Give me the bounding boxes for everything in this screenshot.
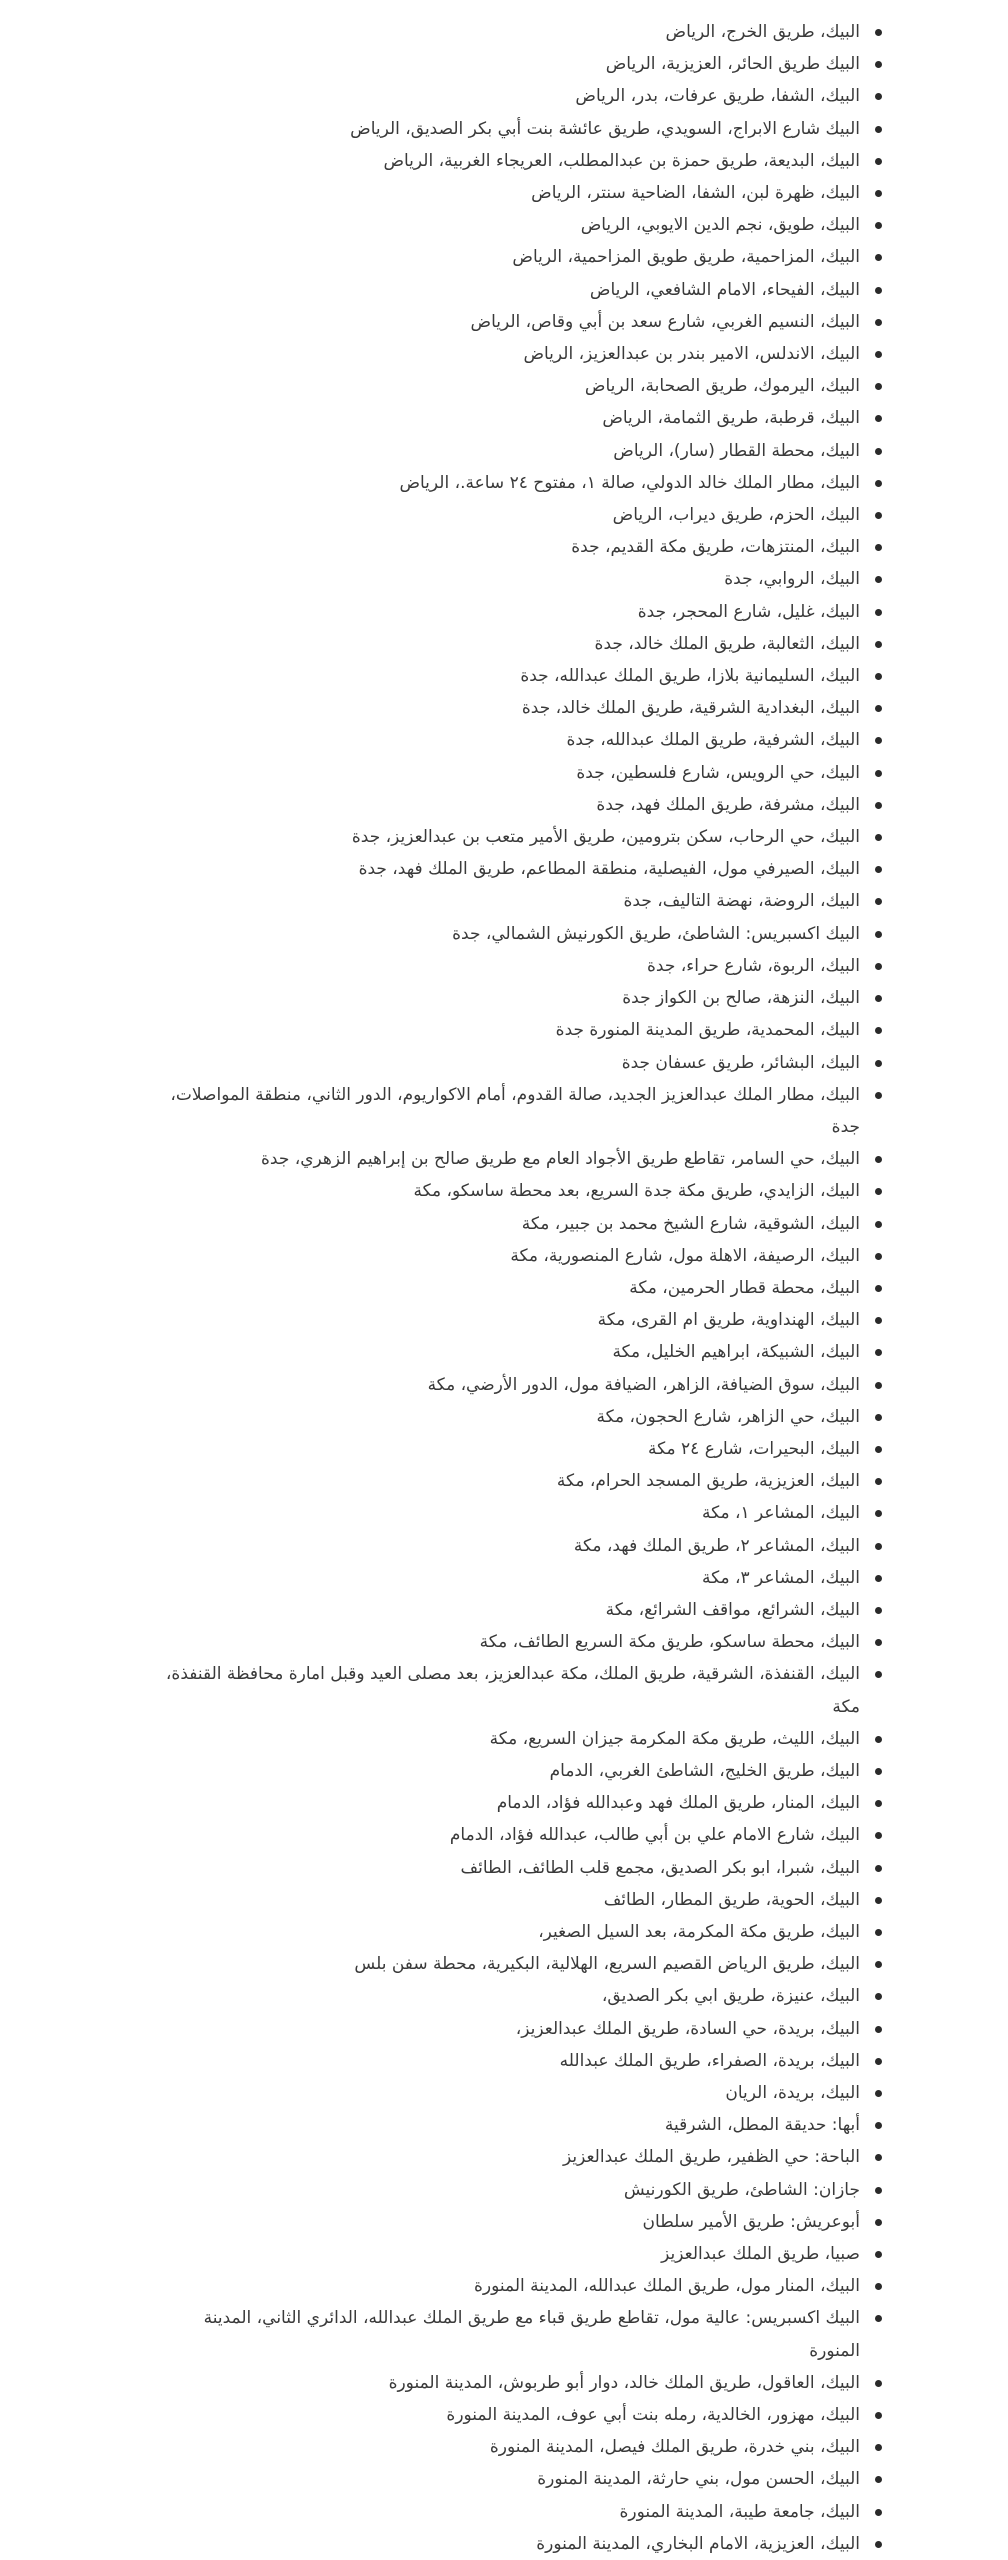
list-item bbox=[164, 1465, 860, 1497]
list-item bbox=[164, 2077, 860, 2109]
list-item bbox=[164, 1272, 860, 1304]
bullet-icon bbox=[875, 1607, 882, 1614]
list-item bbox=[164, 1014, 860, 1046]
list-item bbox=[164, 48, 860, 80]
list-item bbox=[164, 1658, 860, 1722]
branch-address: البيك، الليث، طريق مكة المكرمة جيزان السريع، مكة bbox=[489, 1728, 860, 1749]
list-item bbox=[164, 113, 860, 145]
bullet-icon bbox=[875, 2122, 882, 2129]
bullet-icon bbox=[875, 1510, 882, 1517]
list-item bbox=[164, 2270, 860, 2302]
list-item bbox=[164, 2431, 860, 2463]
list-item bbox=[164, 563, 860, 595]
list-item bbox=[164, 1143, 860, 1175]
list-item bbox=[164, 274, 860, 306]
branch-address: البيك، محطة قطار الحرمين، مكة bbox=[629, 1277, 860, 1298]
list-item bbox=[164, 338, 860, 370]
list-item bbox=[164, 1079, 860, 1143]
bullet-icon bbox=[875, 834, 882, 841]
branch-address: البيك، الحزم، طريق ديراب، الرياض bbox=[612, 505, 860, 526]
list-item bbox=[164, 177, 860, 209]
bullet-icon bbox=[875, 1253, 882, 1260]
branch-address: البيك، العاقول، طريق الملك خالد، دوار أبو طربوش، المدينة المنورة bbox=[388, 2372, 860, 2393]
branch-address: البيك، طريق الخرج، الرياض bbox=[665, 22, 860, 42]
bullet-icon bbox=[875, 2283, 882, 2290]
bullet-icon bbox=[875, 29, 882, 36]
branch-address: البيك، طريق الخليج، الشاطئ الغربي، الدمام bbox=[549, 1760, 860, 1781]
bullet-icon bbox=[875, 1092, 882, 1099]
bullet-icon bbox=[875, 576, 882, 583]
list-item bbox=[164, 1852, 860, 1884]
bullet-icon bbox=[875, 512, 882, 519]
branch-address: البيك، بريدة، الريان bbox=[725, 2083, 860, 2103]
branch-address: البيك، الشبيكة، ابراهيم الخليل، مكة bbox=[612, 1342, 860, 1363]
branch-address: البيك، مهزور، الخالدية، رمله بنت أبي عوف، المدينة المنورة bbox=[446, 2405, 860, 2426]
branch-address: البيك، ظهرة لبن، الشفا، الضاحية سنتر، الرياض bbox=[531, 183, 860, 204]
branch-address: البيك، الاندلس، الامير بندر بن عبدالعزيز، الرياض bbox=[523, 344, 860, 365]
branch-address: البيك طريق الحائر، العزيزية، الرياض bbox=[605, 54, 860, 75]
list-item bbox=[164, 660, 860, 692]
bullet-icon bbox=[875, 158, 882, 165]
bullet-icon bbox=[875, 1575, 882, 1582]
bullet-icon bbox=[875, 1639, 882, 1646]
list-item bbox=[164, 2141, 860, 2173]
bullet-icon bbox=[875, 802, 882, 809]
bullet-icon bbox=[875, 1060, 882, 1067]
list-item bbox=[164, 1175, 860, 1207]
branch-address: البيك، البغدادية الشرقية، طريق الملك خالد، جدة bbox=[521, 698, 860, 719]
bullet-icon bbox=[875, 1027, 882, 1034]
bullet-icon bbox=[875, 383, 882, 390]
bullet-icon bbox=[875, 1349, 882, 1356]
branch-address: البيك، البديعة، طريق حمزة بن عبدالمطلب، العريجاء الغربية، الرياض bbox=[383, 150, 860, 171]
bullet-icon bbox=[875, 2219, 882, 2226]
bullet-icon bbox=[875, 222, 882, 229]
branch-address: البيك، الروضة، نهضة التاليف، جدة bbox=[623, 891, 860, 912]
bullet-icon bbox=[875, 2412, 882, 2419]
bullet-icon bbox=[875, 1285, 882, 1292]
list-item bbox=[164, 2013, 860, 2045]
branch-address: البيك، السليمانية بلازا، طريق الملك عبدالله، جدة bbox=[520, 666, 860, 687]
bullet-icon bbox=[875, 1188, 882, 1195]
list-item bbox=[164, 402, 860, 434]
bullet-icon bbox=[875, 1478, 882, 1485]
list-item bbox=[164, 241, 860, 273]
list-item bbox=[164, 16, 860, 48]
list-item bbox=[164, 2302, 860, 2366]
branch-address: البيك، طريق الرياض القصيم السريع، الهلالية، البكيرية، محطة سفن بلس bbox=[354, 1954, 860, 1975]
bullet-icon bbox=[875, 1671, 882, 1678]
branch-address: البيك، قرطبة، طريق الثمامة، الرياض bbox=[602, 408, 860, 429]
branch-address: البيك، المنار مول، طريق الملك عبدالله، المدينة المنورة bbox=[473, 2276, 860, 2297]
bullet-icon bbox=[875, 1156, 882, 1163]
branch-address: البيك، الهنداوية، طريق ام القرى، مكة bbox=[597, 1310, 860, 1331]
bullet-icon bbox=[875, 1897, 882, 1904]
branch-address: البيك، الشرائع، مواقف الشرائع، مكة bbox=[605, 1599, 860, 1620]
bullet-icon bbox=[875, 1317, 882, 1324]
list-item bbox=[164, 2528, 860, 2560]
list-item bbox=[164, 1755, 860, 1787]
bullet-icon bbox=[875, 2090, 882, 2097]
list-item bbox=[164, 435, 860, 467]
branch-address: البيك، بريدة، حي السادة، طريق الملك عبدالعزيز، bbox=[515, 2018, 860, 2039]
branch-address: البيك، بني خدرة، طريق الملك فيصل، المدينة المنورة bbox=[489, 2437, 860, 2458]
list-item bbox=[164, 2367, 860, 2399]
branch-address: الباحة: حي الظفير، طريق الملك عبدالعزيز bbox=[562, 2147, 860, 2168]
bullet-icon bbox=[875, 1382, 882, 1389]
bullet-icon bbox=[875, 287, 882, 294]
list-item bbox=[164, 2238, 860, 2270]
branch-address: البيك، المزاحمية، طريق طويق المزاحمية، الرياض bbox=[512, 247, 860, 268]
bullet-icon bbox=[875, 737, 882, 744]
branch-address: جازان: الشاطئ، طريق الكورنيش bbox=[623, 2179, 860, 2200]
bullet-icon bbox=[875, 93, 882, 100]
bullet-icon bbox=[875, 1414, 882, 1421]
list-item bbox=[164, 80, 860, 112]
bullet-icon bbox=[875, 1865, 882, 1872]
list-item bbox=[164, 1240, 860, 1272]
bullet-icon bbox=[875, 641, 882, 648]
list-item bbox=[164, 1723, 860, 1755]
list-item bbox=[164, 306, 860, 338]
list-item bbox=[164, 499, 860, 531]
bullet-icon bbox=[875, 705, 882, 712]
bullet-icon bbox=[875, 673, 882, 680]
bullet-icon bbox=[875, 351, 882, 358]
branch-address: البيك، الشفا، طريق عرفات، بدر، الرياض bbox=[575, 86, 860, 107]
list-item bbox=[164, 2399, 860, 2431]
branch-address: البيك، اليرموك، طريق الصحابة، الرياض bbox=[584, 376, 860, 397]
bullet-icon bbox=[875, 254, 882, 261]
list-item bbox=[164, 2206, 860, 2238]
bullet-icon bbox=[875, 2251, 882, 2258]
bullet-icon bbox=[875, 2026, 882, 2033]
list-item bbox=[164, 1433, 860, 1465]
bullet-icon bbox=[875, 931, 882, 938]
list-item bbox=[164, 918, 860, 950]
branch-address: البيك، الثعالبة، طريق الملك خالد، جدة bbox=[594, 633, 860, 654]
bullet-icon bbox=[875, 1961, 882, 1968]
branch-address: البيك، حي السامر، تقاطع طريق الأجواد العام مع طريق صالح بن إبراهيم الزهري، جدة bbox=[261, 1149, 860, 1170]
branch-address: البيك، بريدة، الصفراء، طريق الملك عبدالله bbox=[559, 2050, 860, 2071]
list-item bbox=[164, 1948, 860, 1980]
branch-address: البيك، حي الرويس، شارع فلسطين، جدة bbox=[576, 762, 860, 783]
list-item bbox=[164, 1336, 860, 1368]
branch-address: البيك اكسبريس: الشاطئ، طريق الكورنيش الشمالي، جدة bbox=[452, 923, 860, 944]
list-item bbox=[164, 2045, 860, 2077]
bullet-icon bbox=[875, 319, 882, 326]
list-item bbox=[164, 1819, 860, 1851]
bullet-icon bbox=[875, 1221, 882, 1228]
bullet-icon bbox=[875, 2509, 882, 2516]
bullet-icon bbox=[875, 866, 882, 873]
bullet-icon bbox=[875, 1736, 882, 1743]
list-item bbox=[164, 370, 860, 402]
branch-address: البيك، الفيحاء، الامام الشافعي، الرياض bbox=[589, 279, 860, 300]
branch-address: البيك، الزايدي، طريق مكة جدة السريع، بعد محطة ساسكو، مكة bbox=[413, 1181, 860, 1202]
branch-address: البيك، البحيرات، شارع ٢٤ مكة bbox=[648, 1438, 860, 1459]
list-item bbox=[164, 853, 860, 885]
bullet-icon bbox=[875, 2541, 882, 2548]
bullet-icon bbox=[875, 480, 882, 487]
branch-address: البيك، المشاعر ١، مكة bbox=[701, 1503, 860, 1524]
branch-address: البيك اكسبريس: عالية مول، تقاطع طريق قباء مع طريق الملك عبدالله، الدائري الثاني، المدينة المنورة bbox=[203, 2308, 860, 2361]
list-item bbox=[164, 1369, 860, 1401]
list-item bbox=[164, 885, 860, 917]
branch-address: البيك، محطة ساسكو، طريق مكة السريع الطائف، مكة bbox=[479, 1632, 860, 1653]
list-item bbox=[164, 1047, 860, 1079]
list-item bbox=[164, 789, 860, 821]
list-item bbox=[164, 1562, 860, 1594]
bullet-icon bbox=[875, 963, 882, 970]
bullet-icon bbox=[875, 1929, 882, 1936]
branch-address: أبوعريش: طريق الأمير سلطان bbox=[642, 2211, 860, 2232]
bullet-icon bbox=[875, 2154, 882, 2161]
branch-address: البيك، المحمدية، طريق المدينة المنورة جدة bbox=[555, 1020, 860, 1041]
bullet-icon bbox=[875, 61, 882, 68]
bullet-icon bbox=[875, 2476, 882, 2483]
list-item bbox=[164, 1401, 860, 1433]
list-item bbox=[164, 531, 860, 563]
bullet-icon bbox=[875, 1993, 882, 2000]
bullet-icon bbox=[875, 770, 882, 777]
bullet-icon bbox=[875, 544, 882, 551]
branch-address: البيك، عنيزة، طريق ابي بكر الصديق، bbox=[601, 1986, 860, 2007]
list-item bbox=[164, 724, 860, 756]
branch-address: البيك، حي الرحاب، سكن بترومين، طريق الأمير متعب بن عبدالعزيز، جدة bbox=[351, 827, 860, 848]
branch-address: البيك، الروابي، جدة bbox=[724, 569, 860, 590]
list-item bbox=[164, 821, 860, 853]
bullet-icon bbox=[875, 415, 882, 422]
list-item bbox=[164, 145, 860, 177]
branch-address: أبها: حديقة المطل، الشرقية bbox=[664, 2115, 860, 2136]
branch-address: البيك، شبرا، ابو بكر الصديق، مجمع قلب الطائف، الطائف bbox=[460, 1857, 860, 1878]
list-item bbox=[164, 1594, 860, 1626]
list-item bbox=[164, 950, 860, 982]
bullet-icon bbox=[875, 1768, 882, 1775]
bullet-icon bbox=[875, 126, 882, 133]
list-item bbox=[164, 628, 860, 660]
branch-address: البيك، شارع الامام علي بن أبي طالب، عبدالله فؤاد، الدمام bbox=[449, 1825, 860, 1846]
list-item bbox=[164, 1626, 860, 1658]
branch-address: البيك، الحسن مول، بني حارثة، المدينة المنورة bbox=[537, 2469, 860, 2490]
bullet-icon bbox=[875, 2187, 882, 2194]
branch-address: البيك، العزيزية، طريق المسجد الحرام، مكة bbox=[556, 1471, 860, 1492]
list-item bbox=[164, 1497, 860, 1529]
bullet-icon bbox=[875, 2058, 882, 2065]
branch-address: البيك، سوق الضيافة، الزاهر، الضيافة مول، الدور الأرضي، مكة bbox=[427, 1374, 860, 1395]
list-item bbox=[164, 757, 860, 789]
list-item bbox=[164, 467, 860, 499]
bullet-icon bbox=[875, 1832, 882, 1839]
bullet-icon bbox=[875, 1446, 882, 1453]
list-item bbox=[164, 209, 860, 241]
bullet-icon bbox=[875, 609, 882, 616]
branch-address: البيك، غليل، شارع المحجر، جدة bbox=[637, 601, 860, 622]
bullet-icon bbox=[875, 1543, 882, 1550]
bullet-icon bbox=[875, 2380, 882, 2387]
bullet-icon bbox=[875, 448, 882, 455]
list-item bbox=[164, 596, 860, 628]
branch-address: البيك شارع الابراج، السويدي، طريق عائشة بنت أبي بكر الصديق، الرياض bbox=[350, 118, 860, 139]
bullet-icon bbox=[875, 2444, 882, 2451]
list-item bbox=[164, 2174, 860, 2206]
list-item bbox=[164, 1916, 860, 1948]
list-item bbox=[164, 1530, 860, 1562]
branch-address: البيك، النسيم الغربي، شارع سعد بن أبي وقاص، الرياض bbox=[470, 311, 860, 332]
branch-address: صبيا، طريق الملك عبدالعزيز bbox=[661, 2244, 860, 2265]
list-item bbox=[164, 1980, 860, 2012]
branch-address: البيك، جامعة طيبة، المدينة المنورة bbox=[619, 2501, 860, 2522]
branch-address: البيك، النزهة، صالح بن الكواز جدة bbox=[622, 988, 860, 1009]
bullet-icon bbox=[875, 995, 882, 1002]
bullet-icon bbox=[875, 190, 882, 197]
branch-address: البيك، الشوقية، شارع الشيخ محمد بن جبير، مكة bbox=[521, 1213, 860, 1234]
branch-address: البيك، المشاعر ٢، طريق الملك فهد، مكة bbox=[573, 1535, 860, 1556]
branch-address: البيك، طويق، نجم الدين الايوبي، الرياض bbox=[580, 215, 860, 236]
branch-address: البيك، الربوة، شارع حراء، جدة bbox=[647, 955, 860, 976]
branch-address: البيك، محطة القطار (سار)، الرياض bbox=[613, 440, 860, 461]
bullet-icon bbox=[875, 2315, 882, 2322]
branch-address: البيك، البشائر، طريق عسفان جدة bbox=[621, 1052, 860, 1073]
list-item bbox=[164, 1304, 860, 1336]
bullet-icon bbox=[875, 898, 882, 905]
branch-address: البيك، المنار، طريق الملك فهد وعبدالله فؤاد، الدمام bbox=[496, 1793, 860, 1814]
list-item bbox=[164, 2496, 860, 2528]
branch-address: البيك، الحوية، طريق المطار، الطائف bbox=[603, 1889, 860, 1910]
branch-address: البيك، حي الزاهر، شارع الحجون، مكة bbox=[596, 1406, 860, 1427]
list-item bbox=[164, 1208, 860, 1240]
branch-address: البيك، الرصيفة، الاهلة مول، شارع المنصورية، مكة bbox=[510, 1245, 860, 1266]
list-item bbox=[164, 982, 860, 1014]
branch-address: البيك، المشاعر ٣، مكة bbox=[701, 1567, 860, 1588]
branch-address: البيك، مطار الملك عبدالعزيز الجديد، صالة القدوم، أمام الاكواريوم، الدور الثاني، منطقة المواصلات، جدة bbox=[170, 1084, 860, 1137]
branch-address: البيك، طريق مكة المكرمة، بعد السيل الصغير، bbox=[538, 1921, 860, 1942]
list-item bbox=[164, 692, 860, 724]
bullet-icon bbox=[875, 1800, 882, 1807]
branch-address: البيك، مطار الملك خالد الدولي، صالة ١، مفتوح ٢٤ ساعة.، الرياض bbox=[399, 472, 860, 493]
branch-address: البيك، مشرفة، طريق الملك فهد، جدة bbox=[596, 794, 860, 815]
list-item bbox=[164, 1884, 860, 1916]
list-item bbox=[164, 2463, 860, 2495]
list-item bbox=[164, 1787, 860, 1819]
branch-address: البيك، القنفذة، الشرقية، طريق الملك، مكة عبدالعزيز، بعد مصلى العيد وقبل امارة محافظة القنفذة، مكة bbox=[165, 1664, 860, 1717]
branch-address: البيك، المنتزهات، طريق مكة القديم، جدة bbox=[571, 537, 860, 558]
branch-address: البيك، العزيزية، الامام البخاري، المدينة المنورة bbox=[536, 2533, 860, 2554]
branch-address: البيك، الصيرفي مول، الفيصلية، منطقة المطاعم، طريق الملك فهد، جدة bbox=[358, 859, 860, 880]
list-item bbox=[164, 2109, 860, 2141]
branch-address: البيك، الشرفية، طريق الملك عبدالله، جدة bbox=[566, 730, 860, 751]
